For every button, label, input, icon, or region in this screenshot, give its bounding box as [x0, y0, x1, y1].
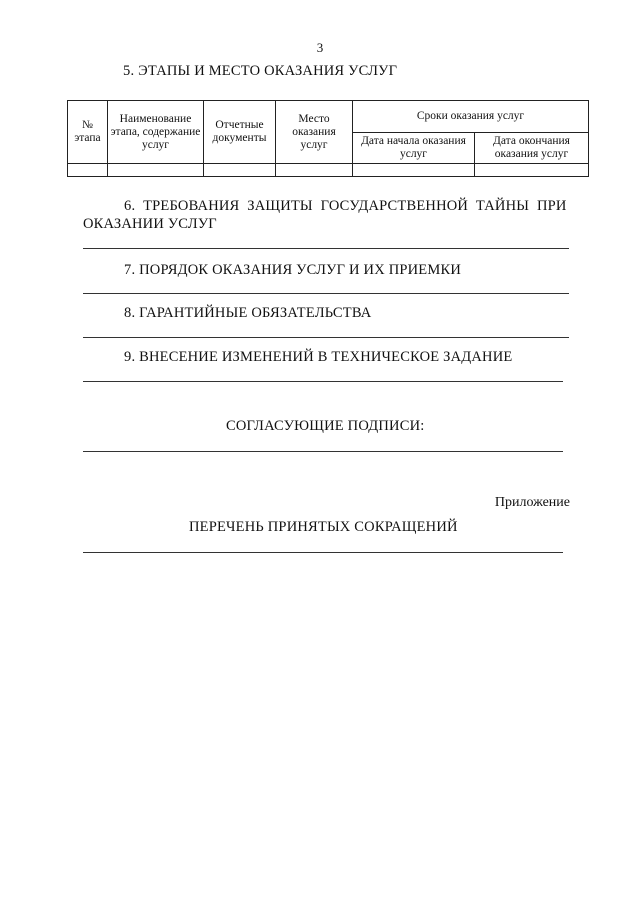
table-row — [68, 164, 589, 177]
section-8-fill-line — [83, 337, 569, 338]
column-header-reports: Отчетные документы — [204, 101, 276, 164]
section-9-fill-line — [83, 381, 563, 382]
table-cell — [68, 164, 108, 177]
section-7-fill-line — [83, 293, 569, 294]
appendix-title: ПЕРЕЧЕНЬ ПРИНЯТЫХ СОКРАЩЕНИЙ — [189, 519, 458, 535]
table-cell — [276, 164, 353, 177]
column-header-end-date: Дата окончания оказания услуг — [475, 133, 589, 164]
signatures-fill-line — [83, 451, 563, 452]
table-cell — [204, 164, 276, 177]
column-header-place: Место оказания услуг — [276, 101, 353, 164]
section-6-heading-line1: 6. ТРЕБОВАНИЯ ЗАЩИТЫ ГОСУДАРСТВЕННОЙ ТАЙНЫ ПРИ — [124, 198, 567, 214]
signatures-heading: СОГЛАСУЮЩИЕ ПОДПИСИ: — [226, 418, 425, 434]
table-cell — [108, 164, 204, 177]
column-header-terms: Сроки оказания услуг — [353, 101, 589, 133]
column-header-stage-number: № этапа — [68, 101, 108, 164]
table-cell — [353, 164, 475, 177]
section-6-heading-line2: ОКАЗАНИИ УСЛУГ — [83, 216, 217, 232]
section-6-fill-line — [83, 248, 569, 249]
page-number: 3 — [316, 40, 324, 55]
appendix-fill-line — [83, 552, 563, 553]
section-9-heading: 9. ВНЕСЕНИЕ ИЗМЕНЕНИЙ В ТЕХНИЧЕСКОЕ ЗАДАНИЕ — [124, 349, 513, 365]
column-header-start-date: Дата начала оказания услуг — [353, 133, 475, 164]
section-5-heading: 5. ЭТАПЫ И МЕСТО ОКАЗАНИЯ УСЛУГ — [123, 63, 398, 79]
table-cell — [475, 164, 589, 177]
section-7-heading: 7. ПОРЯДОК ОКАЗАНИЯ УСЛУГ И ИХ ПРИЕМКИ — [124, 262, 462, 278]
appendix-label: Приложение — [494, 495, 570, 510]
column-header-stage-name: Наименование этапа, содержание услуг — [108, 101, 204, 164]
section-8-heading: 8. ГАРАНТИЙНЫЕ ОБЯЗАТЕЛЬСТВА — [124, 305, 372, 321]
stages-table — [67, 100, 589, 177]
